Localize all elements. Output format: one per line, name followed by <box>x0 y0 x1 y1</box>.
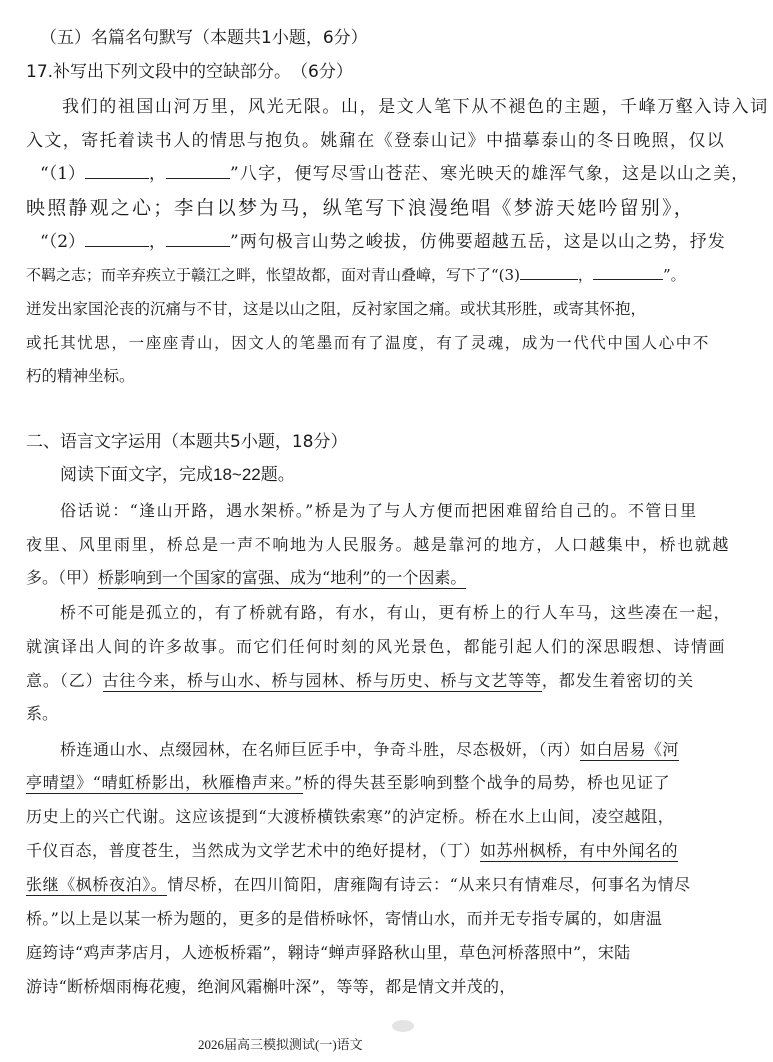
paragraph-line: 朽的精神坐标。 <box>26 367 135 385</box>
instruction: 阅读下面文字，完成18~22题。 <box>60 465 295 484</box>
underlined-sentence-ding-cont: 张继《枫桥夜泊》。 <box>26 875 168 894</box>
answer-blank-3b[interactable] <box>593 263 663 280</box>
section-title: 二、语言文字运用（本题共5小题，18分） <box>26 432 348 452</box>
line-text: 多。（甲） <box>26 568 99 587</box>
line-text: ”两句极言山势之峻拔，仿佛要超越五岳，这是以山之势，抒发 <box>230 232 726 252</box>
paragraph-line: 迸发出家国沦丧的沉痛与不甘，这是以山之阻，反衬家国之痛。或状其形胜，或寄其怀抱， <box>26 300 647 318</box>
underlined-sentence-yi: 古往今来，桥与山水、桥与园林、桥与历史、桥与文艺等等 <box>102 671 542 690</box>
paragraph-line: 就演译出人间的许多故事。而它们任何时刻的风光景色，都能引起人们的深思暇想、诗情画 <box>26 637 727 656</box>
paragraph-line: 我们的祖国山河万里，风光无限。山，是文人笔下从不褪色的主题，千峰万壑入诗入词 <box>62 97 769 117</box>
line-text: 桥连通山水、点缀园林，在名师巨匠手中，争奇斗胜，尽态极妍，（丙） <box>60 740 581 759</box>
paragraph-line: 游诗“断桥烟雨梅花瘦，绝涧风霜槲叶深”，等等，都是情文并茂的， <box>26 977 516 996</box>
underlined-sentence-jia: 桥影响到一个国家的富强、成为“地利”的一个因素。 <box>98 568 467 587</box>
paragraph-line: 桥不可能是孤立的，有了桥就有路，有水，有山，更有桥上的行人车马，这些凑在一起， <box>60 603 731 622</box>
blank-label-1: “（1） <box>40 164 86 184</box>
line-text: ”八字，便写尽雪山苍茫、寒光映天的雄浑气象，这是以山之美， <box>230 164 750 184</box>
paragraph-line <box>26 873 691 897</box>
paragraph-line: 入文，寄托着读书人的情思与抱负。姚鼐在《登泰山记》中描摹泰山的冬日晚照，仅以 <box>26 131 726 151</box>
paragraph-line <box>26 771 670 795</box>
paragraph-line: 系。 <box>26 704 59 723</box>
paragraph-line <box>26 669 694 693</box>
paragraph-line: 或托其忧思，一座座青山，因文人的笔墨而有了温度，有了灵魂，成为一代代中国人心中不 <box>26 334 711 352</box>
paragraph-line: 庭筠诗“鸡声茅店月，人迹板桥霜”，翱诗“蝉声驿路秋山里，草色河桥落照中”，宋陆 <box>26 943 631 962</box>
paragraph-line: “（2） ， ”两句极言山势之峻拔，仿佛要超越五岳，这是以山之势，抒发 <box>40 232 726 252</box>
paragraph-line: 夜里、风里雨里，桥总是一声不响地为人民服务。越是靠河的地方，人口越集中，桥也就越 <box>26 535 731 554</box>
paragraph-line: 映照静观之心；李白以梦为马，纵笔写下浪漫绝唱《梦游天姥吟留别》， <box>26 197 695 219</box>
paragraph-line <box>26 566 466 590</box>
answer-blank-2a[interactable] <box>85 230 149 247</box>
paragraph-line <box>26 839 678 863</box>
line-text: 千仪百态，普度苍生，当然成为文学艺术中的绝好提材，（丁） <box>26 841 481 860</box>
paragraph-line: 历史上的兴亡代谢。这应该提到“大渡桥横铁索寒”的泸定桥。桥在水上山间，凌空越阻， <box>26 807 675 826</box>
page-footer: 2026届高三模拟测试(一)语文 <box>198 1037 363 1052</box>
blank-label-2: “（2） <box>40 232 86 252</box>
line-text: ”。 <box>662 266 686 284</box>
answer-blank-1a[interactable] <box>85 162 149 179</box>
line-text: 不羁之志；而辛弃疾立于赣江之畔，怅望故都，面对青山叠嶂，写下了“ <box>26 266 499 284</box>
question-17-title: 17.补写出下列文段中的空缺部分。 （6分） <box>26 62 353 82</box>
paragraph-line: “（1） ， ”八字，便写尽雪山苍茫、寒光映天的雄浑气象，这是以山之美， <box>40 164 750 184</box>
line-text: 桥的得失甚至影响到整个战争的局势，桥也见证了 <box>302 773 671 792</box>
underlined-sentence-bing: 如白居易《河 <box>580 740 680 759</box>
line-text: ，都发生着密切的关 <box>541 671 695 690</box>
answer-blank-3a[interactable] <box>520 263 578 280</box>
line-text: 意。（乙） <box>26 671 103 690</box>
answer-blank-2b[interactable] <box>166 230 230 247</box>
paragraph-line: 俗话说：“逢山开路，遇水架桥。”桥是为了与人方便而把困难留给自己的。不管日里 <box>60 501 698 520</box>
underlined-sentence-bing-cont: 亭晴望》“晴虹桥影出，秋雁橹声来。” <box>26 773 303 792</box>
watermark-mark <box>392 1020 414 1032</box>
answer-blank-1b[interactable] <box>166 162 230 179</box>
paragraph-line: 桥。”以上是以某一桥为题的，更多的是借桥咏怀，寄情山水，而并无专指专属的，如唐温 <box>26 909 663 928</box>
blank-label-3: (3) <box>498 266 520 284</box>
underlined-sentence-ding: 如苏州枫桥，有中外闻名的 <box>480 841 679 860</box>
paragraph-line <box>60 738 679 762</box>
line-text: 情尽桥，在四川简阳，唐雍陶有诗云：“从来只有情难尽，何事名为情尽 <box>167 875 691 894</box>
paragraph-line: 不羁之志；而辛弃疾立于赣江之畔，怅望故都，面对青山叠嶂，写下了“(3) ， ”。 <box>26 263 686 287</box>
section-title: （五）名篇名句默写（本题共1小题，6分） <box>40 28 368 48</box>
